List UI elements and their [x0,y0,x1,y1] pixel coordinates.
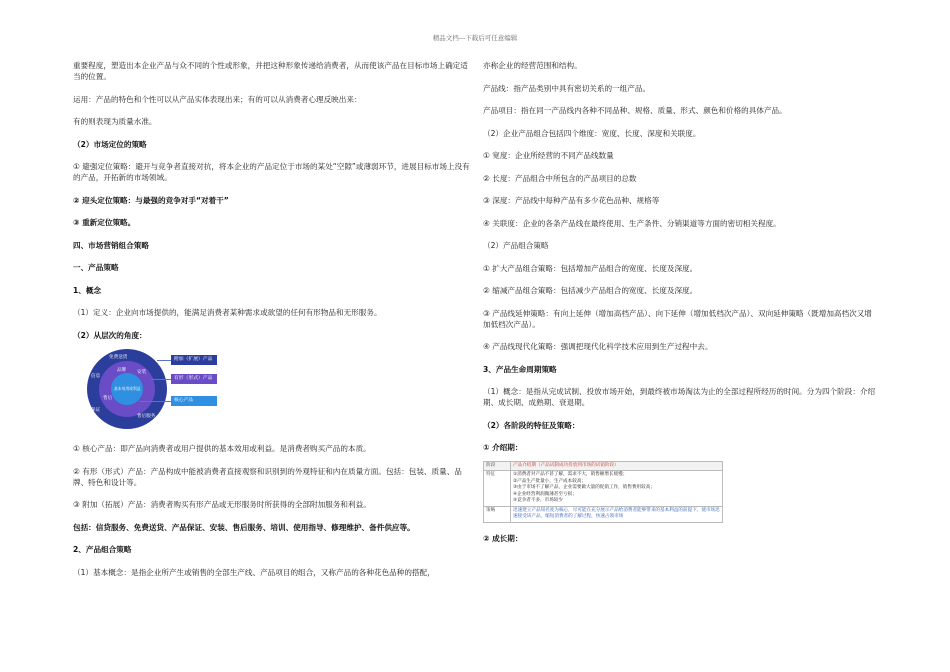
paragraph: ② 迎头定位策略：与最强的竞争对手“对着干” [73,195,229,205]
paragraph: 有的则表现为质量水准。 [73,117,157,126]
section-heading: 一、产品策略 [73,263,119,272]
left-column [73,60,473,589]
diagram-label: 品牌 [117,368,127,373]
page-header: 精品文档---下载后可任意编辑 [432,34,518,42]
diagram-label: 安装 [137,370,147,375]
table-cell: 特征 [484,471,511,507]
section-heading: 2、产品组合策略 [73,545,132,554]
paragraph: ③ 重新定位策略。 [73,218,136,227]
diagram-label: 售后 [103,396,113,401]
legend-augmented-product: 附加（扩展）产品 [171,355,217,365]
list-item: ①消费者对产品不甚了解，需求不大，销售额增长缓慢； [513,472,628,477]
paragraph: 运用：产品的特色和个性可以从产品实体表现出来；有的可以从消费者心理反映出来： [73,94,362,104]
table-cell: 产品介绍期（产品试制成功投放到市场的试销阶段） [511,461,723,471]
paragraph: ③ 产品线延伸策略：有向上延伸（增加高档产品）、向下延伸（增加低档次产品）、双向延伸策略（既增加高档次又增加低档次产品）。 [483,308,872,329]
section-heading: （2）从层次的角度： [73,330,147,340]
connector-line [139,401,171,402]
paragraph: 亦称企业的经营范围和结构。 [483,61,582,70]
list-item: ③由于市场不了解产品，企业需要做大量的促销工作，销售费用较高； [513,485,655,490]
paragraph: （2）产品组合策略 [483,241,549,250]
diagram-label: 免费送货 [109,355,128,360]
section-heading: 1、概念 [73,285,102,295]
paragraph: 产品项目：指在同一产品线内各种不同品种、规格、质量、形式、颜色和价格的具体产品。 [483,106,787,115]
diagram-label: 信息 [91,374,101,379]
paragraph: ③ 附加（拓展）产品：消费者购买有形产品或无形服务时所获得的全部附加服务和利益。 [73,500,371,509]
legend-actual-product: 有形（形式）产品 [171,374,217,384]
paragraph: （1）定义：企业向市场提供的，能满足消费者某种需求或欲望的任何有形物品和无形服务。 [73,308,382,317]
table-row [484,506,723,522]
table-row [484,461,723,471]
paragraph: 重要程度，塑造出本企业产品与众不同的个性或形象，并把这种形象传递给消费者，从而使该产品在目标市场上确定适当的位置。 [73,61,468,81]
paragraph: （2）企业产品组合包括四个维度：宽度、长度、深度和关联度。 [483,128,701,138]
table-cell: 迅速建立产品知名度为核心，尽可能在充分展示产品给消费者能够带来的基本利益的前提下，使市场迅速接受该产品，缩短消费者的了解过程，快速占领市场 [511,506,723,522]
list-item: ②产品生产批量小，生产成本较高； [513,478,587,484]
right-column [483,60,878,555]
paragraph: ④ 产品线现代化策略：强调把现代化科学技术应用到生产过程中去。 [483,342,713,351]
table-cell: 阶段 [484,461,511,471]
table-cell: 策略 [484,506,511,522]
paragraph: ④ 关联度：企业的各条产品线在最终使用、生产条件、分销渠道等方面的密切相关程度。 [483,218,781,228]
paragraph: ① 避强定位策略：避开与竞争者直接对抗，将本企业的产品定位于市场的某处“空隙”或薄弱环节，进展目标市场上没有的产品，开拓新的市场领域。 [73,162,470,182]
paragraph: （1）概念：是指从完成试制、投放市场开始，到最终被市场淘汰为止的全部过程所经历的时间。分为四个阶段：介绍期、成长期、成熟期、衰退期。 [483,387,876,407]
diagram-label: 保证 [91,408,101,413]
paragraph: ② 长度：产品组合中所包含的产品项目的总数 [483,173,637,183]
legend-core-product: 核心产品 [171,396,217,406]
paragraph: ② 有形（形式）产品：产品构成中能被消费者直接观察和识别到的外观特征和内在质量方面。包括：包装、质量、品牌、特色和设计等。 [73,466,462,487]
introduction-stage-table [483,461,723,523]
paragraph: ① 扩大产品组合策略：包括增加产品组合的宽度、长度及深度。 [483,263,698,273]
product-levels-diagram [79,349,229,429]
paragraph: ① 宽度：企业所经营的不同产品线数量 [483,151,614,160]
table-row [484,471,723,507]
list-item: ⑤竞争者不多，市场较少 [513,498,564,503]
paragraph: ① 核心产品：即产品向消费者或用户提供的基本效用或利益。是消费者购买产品的本质。 [73,444,371,453]
list-item: ④企业经营利润微薄甚至亏损； [513,491,577,497]
section-heading: ① 介绍期： [483,443,523,452]
connector-line [157,360,171,361]
table-cell [511,471,723,507]
section-heading: （2）各阶段的特征及策略： [483,420,580,430]
section-heading: 3、产品生命周期策略 [483,364,557,374]
paragraph: 产品线：指产品类别中具有密切关系的一组产品。 [483,83,651,93]
diagram-label: 售后服务 [137,414,156,419]
section-heading: ② 成长期： [483,533,523,543]
paragraph: （1）基本概念：是指企业所产生或销售的全部生产线、产品项目的组合，又称产品的各种花色品种的搭配， [73,567,435,577]
diagram-center-label: 基本效用或利益 [114,386,141,391]
section-heading: （2）市场定位的策略 [73,139,147,149]
connector-line [151,379,171,380]
paragraph: ② 缩减产品组合策略：包括减少产品组合的宽度、长度及深度。 [483,286,698,295]
paragraph: ③ 深度：产品线中每种产品有多少花色品种、规格等 [483,196,660,205]
section-heading: 四、市场营销组合策略 [73,240,149,250]
paragraph: 包括：信贷服务、免费送货、产品保证、安装、售后服务、培训、使用指导、修理维护、备件供应等。 [73,522,415,532]
